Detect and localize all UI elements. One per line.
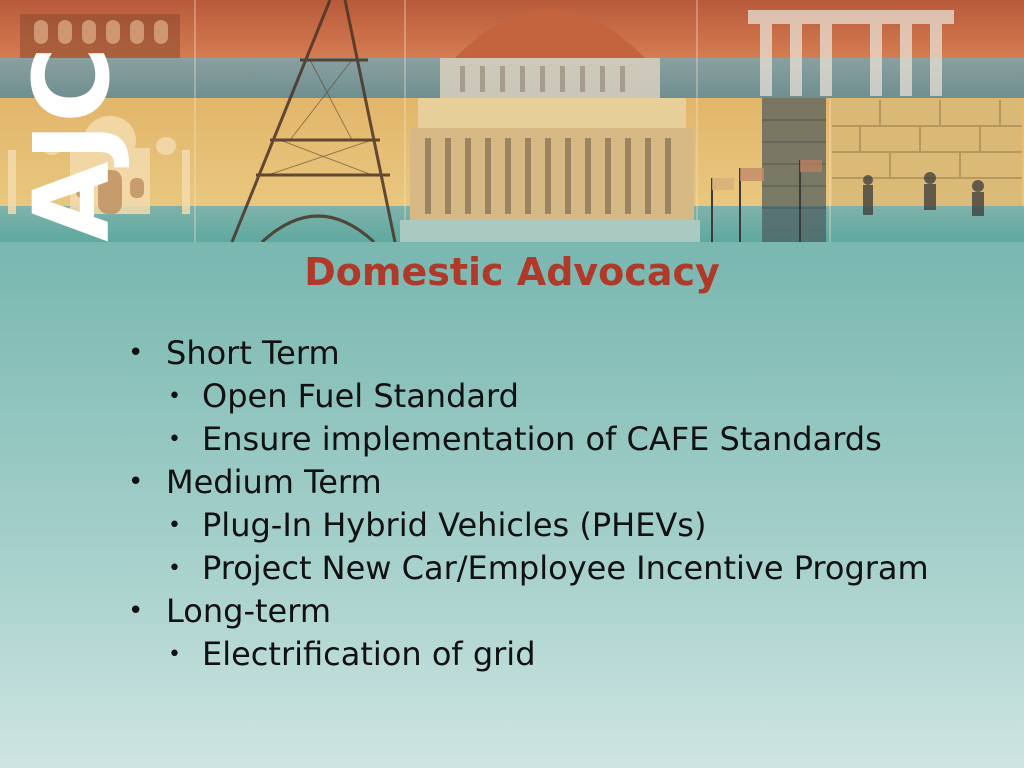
sub-bullet-item [166,418,998,461]
sub-bullet-list [166,375,998,461]
sub-bullet-list [166,504,998,590]
landmark-collage-image [0,0,1024,242]
sub-bullet-item [166,504,998,547]
sub-bullet-text: Project New Car/Employee Incentive Program [202,549,929,587]
bullet-icon: • [168,556,181,581]
ajc-logo [11,46,133,242]
sub-bullet-text: Open Fuel Standard [202,377,519,415]
bullet-icon: • [168,427,181,452]
sub-bullet-item [166,547,998,590]
bullet-item [128,461,998,590]
bullet-icon: • [168,642,181,667]
bullet-icon: • [128,596,144,626]
bullet-text: Short Term [166,334,340,372]
header-banner [0,0,1024,242]
svg-text:AJC: AJC [11,46,133,242]
bullet-item [128,332,998,461]
bullet-icon: • [128,338,144,368]
bullet-list [128,332,998,676]
bullet-item [128,590,998,676]
sub-bullet-text: Electrification of grid [202,635,536,673]
bullet-icon: • [128,467,144,497]
sub-bullet-list [166,633,998,676]
slide-title: Domestic Advocacy [304,250,720,294]
sub-bullet-text: Ensure implementation of CAFE Standards [202,420,882,458]
bullet-icon: • [168,384,181,409]
sub-bullet-item [166,375,998,418]
bullet-text: Long-term [166,592,331,630]
sub-bullet-item [166,633,998,676]
sub-bullet-text: Plug-In Hybrid Vehicles (PHEVs) [202,506,707,544]
bullet-icon: • [168,513,181,538]
bullet-text: Medium Term [166,463,382,501]
